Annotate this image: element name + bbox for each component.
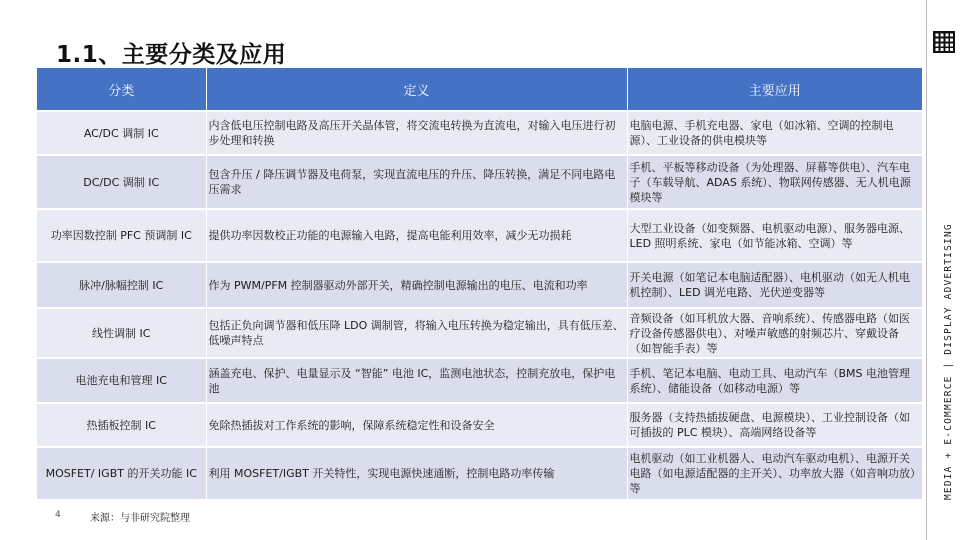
table-row	[37, 308, 922, 358]
row-definition: 内含低电压控制电路及高压开关晶体管，将交流电转换为直流电，对输入电压进行初步处理和转换	[206, 111, 627, 155]
row-definition: 包含升压 / 降压调节器及电荷泵，实现直流电压的升压、降压转换，满足不同电路电压需求	[206, 155, 627, 209]
sidebar-vertical-text: MEDIA + E-COMMERCE | DISPLAY ADVERTISING	[943, 223, 954, 500]
row-category: 热插板控制 IC	[37, 403, 206, 447]
table-row	[37, 358, 922, 403]
header-category: 分类	[37, 68, 206, 111]
table-header-row	[37, 68, 922, 111]
table-row	[37, 155, 922, 209]
row-application: 电机驱动（如工业机器人、电动汽车驱动电机）、电源开关电路（如电源适配器的主开关）、功率放大器（如音响功放）等	[627, 447, 922, 499]
row-definition: 免除热插拔对工作系统的影响，保障系统稳定性和设备安全	[206, 403, 627, 447]
row-application: 开关电源（如笔记本电脑适配器）、电机驱动（如无人机电机控制）、LED 调光电路、光伏逆变器等	[627, 262, 922, 308]
row-definition: 涵盖充电、保护、电量显示及 “智能” 电池 IC，监测电池状态，控制充放电，保护电池	[206, 358, 627, 403]
row-application: 手机、平板等移动设备（为处理器、屏幕等供电）、汽车电子（车载导航、ADAS 系统）、物联网传感器、无人机电源模块等	[627, 155, 922, 209]
classification-table	[37, 68, 922, 499]
header-application: 主要应用	[627, 68, 922, 111]
table-row	[37, 403, 922, 447]
grid-building-logo-icon	[932, 30, 956, 54]
header-definition: 定义	[206, 68, 627, 111]
row-application: 音频设备（如耳机放大器、音响系统）、传感器电路（如医疗设备传感器供电）、对噪声敏感的射频芯片、穿戴设备（如智能手表）等	[627, 308, 922, 358]
row-application: 大型工业设备（如变频器、电机驱动电源）、服务器电源、LED 照明系统、家电（如节能冰箱、空调）等	[627, 209, 922, 262]
sidebar-divider	[926, 0, 927, 540]
row-category: 脉冲/脉幅控制 IC	[37, 262, 206, 308]
source-note: 来源：与非研究院整理	[90, 513, 190, 524]
table-row	[37, 209, 922, 262]
page-number: 4	[55, 510, 61, 520]
row-definition: 提供功率因数校正功能的电源输入电路，提高电能利用效率，减少无功损耗	[206, 209, 627, 262]
row-definition: 作为 PWM/PFM 控制器驱动外部开关，精确控制电源输出的电压、电流和功率	[206, 262, 627, 308]
row-definition: 包括正负向调节器和低压降 LDO 调制管，将输入电压转换为稳定输出，具有低压差、低噪声特点	[206, 308, 627, 358]
row-category: DC/DC 调制 IC	[37, 155, 206, 209]
table-row	[37, 447, 922, 499]
row-category: AC/DC 调制 IC	[37, 111, 206, 155]
row-category: 线性调制 IC	[37, 308, 206, 358]
table-row	[37, 262, 922, 308]
row-category: 功率因数控制 PFC 预调制 IC	[37, 209, 206, 262]
row-application: 服务器（支持热插拔硬盘、电源模块）、工业控制设备（如可插拔的 PLC 模块）、高端网络设备等	[627, 403, 922, 447]
table-row	[37, 111, 922, 155]
row-category: 电池充电和管理 IC	[37, 358, 206, 403]
row-definition: 利用 MOSFET/IGBT 开关特性，实现电源快速通断，控制电路功率传输	[206, 447, 627, 499]
row-application: 电脑电源、手机充电器、家电（如冰箱、空调的控制电源）、工业设备的供电模块等	[627, 111, 922, 155]
row-application: 手机、笔记本电脑、电动工具、电动汽车（BMS 电池管理系统）、储能设备（如移动电源）等	[627, 358, 922, 403]
page-title: 1.1、主要分类及应用	[56, 42, 287, 68]
row-category: MOSFET/ IGBT 的开关功能 IC	[37, 447, 206, 499]
